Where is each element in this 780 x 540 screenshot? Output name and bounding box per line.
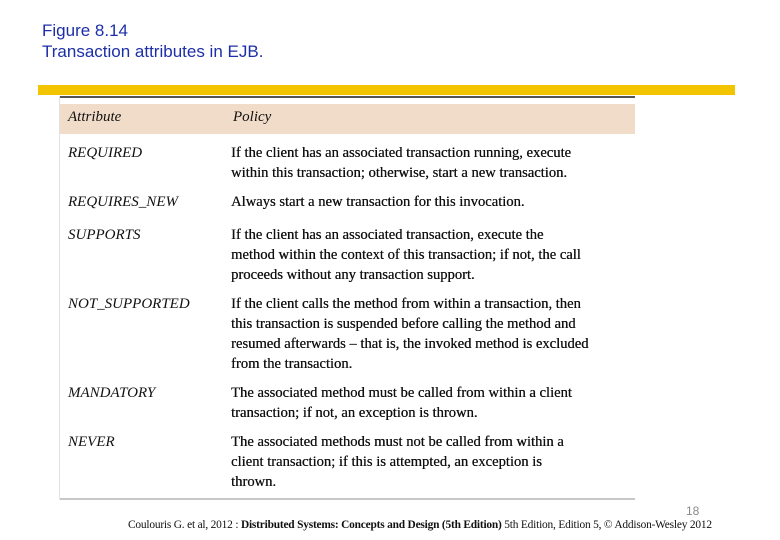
transaction-attributes-table xyxy=(59,96,635,500)
footer-book-title: Distributed Systems: Concepts and Design (5th Edition) xyxy=(240,519,502,531)
footer-prefix: Coulouris G. et al, 2012 : xyxy=(128,519,241,531)
policy-line: If the client has an associated transaction, execute the xyxy=(231,227,544,243)
policy-line: transaction; if not, an exception is thrown. xyxy=(231,405,478,421)
policy-line: proceeds without any transaction support. xyxy=(231,267,475,283)
policy-cell xyxy=(231,294,631,374)
footer-suffix: 5th Edition, Edition 5, © Addison-Wesley 2012 xyxy=(501,519,712,531)
policy-line: method within the context of this transaction; if not, the call xyxy=(231,247,581,263)
header-policy: Policy xyxy=(233,109,272,125)
figure-caption: Transaction attributes in EJB. xyxy=(42,42,264,61)
attribute-cell: REQUIRED xyxy=(68,145,143,161)
attribute-cell: MANDATORY xyxy=(68,385,156,401)
header-attribute: Attribute xyxy=(68,109,122,125)
policy-line: from the transaction. xyxy=(231,356,353,372)
page-number: 18 xyxy=(686,504,700,518)
attribute-cell: SUPPORTS xyxy=(68,227,141,243)
policy-cell xyxy=(231,225,631,285)
table-bottom-rule xyxy=(60,498,635,500)
policy-line: resumed afterwards – that is, the invoked method is excluded xyxy=(231,336,589,352)
policy-cell xyxy=(231,432,631,492)
policy-line: If the client has an associated transaction running, execute xyxy=(231,145,571,161)
table-header xyxy=(60,104,635,134)
policy-line: client transaction; if this is attempted, an exception is xyxy=(231,454,542,470)
citation-footer xyxy=(128,519,776,531)
accent-bar xyxy=(38,85,735,95)
policy-cell xyxy=(231,192,631,212)
policy-line: thrown. xyxy=(231,474,276,490)
table-top-rule xyxy=(60,96,635,98)
policy-cell xyxy=(231,383,631,423)
attribute-cell: NEVER xyxy=(68,434,115,450)
policy-line: this transaction is suspended before calling the method and xyxy=(231,316,576,332)
slide-title xyxy=(42,20,263,62)
policy-line: The associated method must be called from within a client xyxy=(231,385,572,401)
policy-line: If the client calls the method from within a transaction, then xyxy=(231,296,581,312)
attribute-cell: REQUIRES_NEW xyxy=(68,194,178,210)
attribute-cell: NOT_SUPPORTED xyxy=(68,296,190,312)
policy-line: The associated methods must not be called from within a xyxy=(231,434,564,450)
policy-line: within this transaction; otherwise, start a new transaction. xyxy=(231,165,567,181)
policy-line: Always start a new transaction for this invocation. xyxy=(231,194,525,210)
policy-cell xyxy=(231,143,631,183)
figure-number: Figure 8.14 xyxy=(42,21,128,40)
